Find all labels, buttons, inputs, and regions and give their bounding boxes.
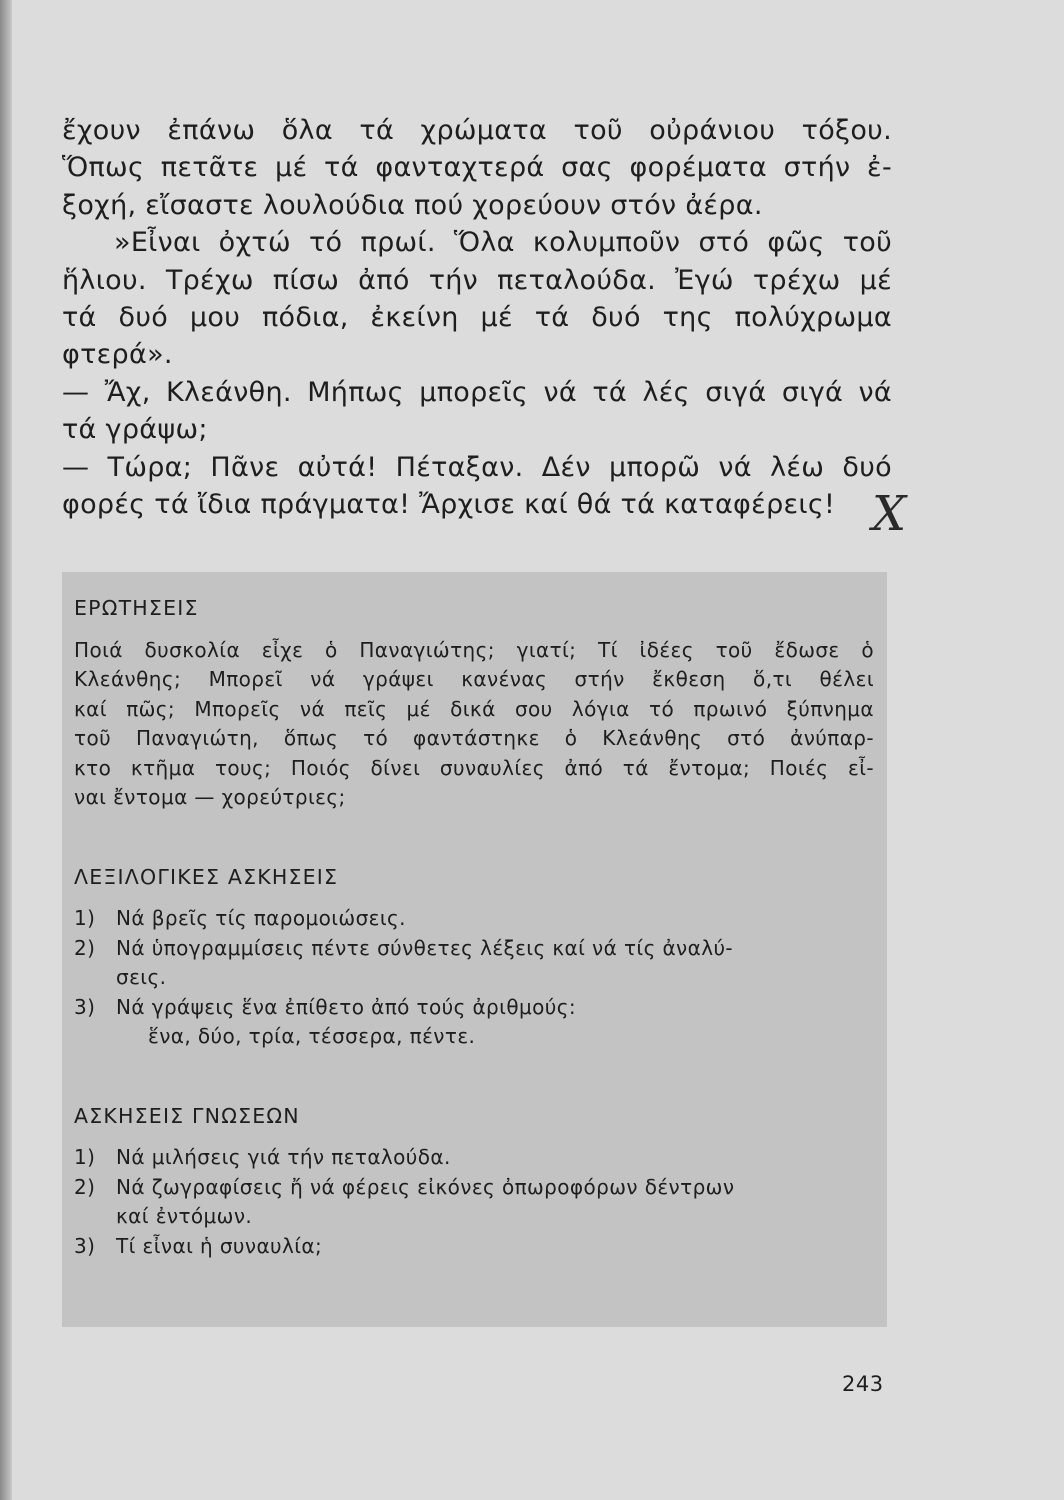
questions-line: Ποιά δυσκολία εἶχε ὁ Παναγιώτης; γιατί; Τί ἰδέες τοῦ ἔδωσε ὁ [74,637,874,662]
item-text: Νά μιλήσεις γιά τήν πεταλούδα. [116,1145,451,1169]
knowledge-section [74,1102,874,1262]
item-number: 1) [74,1145,96,1169]
item-text: Τί εἶναι ἡ συναυλία; [116,1233,323,1258]
questions-text [74,636,874,813]
vocabulary-section [74,863,874,1052]
exercises-box [62,572,887,1327]
page-number: 243 [842,1372,884,1396]
item-text: Νά βρεῖς τίς παρομοιώσεις. [116,906,406,930]
item-text: Νά ζωγραφίσεις ἤ νά φέρεις εἰκόνες ὀπωροφόρων δέντρων [116,1174,735,1199]
list-item [74,1143,874,1173]
story-line: — Τώρα; Πᾶνε αὐτά! Πέταξαν. Δέν μπορῶ νά λέω δυό [62,451,892,483]
story-line: »Εἶναι ὀχτώ τό πρωί. Ὅλα κολυμποῦν στό φῶς τοῦ [114,227,892,259]
list-item [74,1232,874,1262]
item-text: Νά ὑπογραμμίσεις πέντε σύνθετες λέξεις καί νά τίς ἀναλύ- [116,935,734,960]
story-line: ξοχή, εἴσαστε λουλούδια πού χορεύουν στόν ἀέρα. [62,189,763,221]
list-item-continuation [74,1202,874,1232]
item-number: 3) [74,994,96,1019]
handwritten-margin-mark: X [872,486,907,542]
story-line: ἥλιου. Τρέχω πίσω ἀπό τήν πεταλούδα. Ἐγώ τρέχω μέ [62,264,892,296]
item-text: Νά γράψεις ἕνα ἐπίθετο ἀπό τούς ἀριθμούς: [116,994,576,1019]
vocabulary-list [74,904,874,1052]
list-item-continuation [74,963,874,993]
item-number: 2) [74,1174,96,1199]
story-line: φτερά». [62,339,173,371]
list-item [74,934,874,964]
questions-line: καί πῶς; Μπορεῖς νά πεῖς μέ δικά σου λόγια τό πρωινό ξύπνημα [74,696,874,721]
exercises-content [74,594,874,1261]
story-line: τά δυό μου πόδια, ἐκείνη μέ τά δυό της πολύχρωμα [62,302,892,334]
item-number: 1) [74,906,96,930]
vocabulary-heading: ΛΕΞΙΛΟΓΙΚΕΣ ΑΣΚΗΣΕΙΣ [74,864,339,889]
knowledge-heading: ΑΣΚΗΣΕΙΣ ΓΝΩΣΕΩΝ [74,1103,300,1128]
item-number: 2) [74,935,96,960]
item-text: σεις. [116,965,167,989]
list-item-continuation [74,1022,874,1052]
story-line: Ὅπως πετᾶτε μέ τά φανταχτερά σας φορέματα στήν ἐ- [62,152,892,184]
questions-heading: ΕΡΩΤΗΣΕΙΣ [74,596,199,620]
questions-line: κτο κτῆμα τους; Ποιός δίνει συναυλίες ἀπό τά ἔντομα; Ποιές εἶ- [74,755,874,780]
questions-line: τοῦ Παναγιώτη, ὅπως τό φαντάστηκε ὁ Κλεάνθης στό ἀνύπαρ- [74,726,874,750]
item-text: καί ἐντόμων. [116,1204,253,1228]
questions-line: ναι ἔντομα — χορεύτριες; [74,785,346,809]
story-line: τά γράψω; [62,414,208,446]
story-line: ἔχουν ἐπάνω ὅλα τά χρώματα τοῦ οὐράνιου τόξου. [62,115,892,146]
list-item [74,904,874,934]
list-item [74,1173,874,1203]
story-text [62,112,892,523]
item-number: 3) [74,1233,96,1258]
questions-line: Κλεάνθης; Μπορεῖ νά γράψει κανένας στήν ἔκθεση ὅ,τι θέλει [74,667,874,691]
story-line: — Ἄχ, Κλεάνθη. Μήπως μπορεῖς νά τά λές σιγά σιγά νά [62,376,892,408]
story-line: φορές τά ἴδια πράγματα! Ἄρχισε καί θά τά καταφέρεις! [62,489,836,521]
knowledge-list [74,1143,874,1261]
list-item [74,993,874,1023]
item-text: ἕνα, δύο, τρία, τέσσερα, πέντε. [148,1024,476,1048]
